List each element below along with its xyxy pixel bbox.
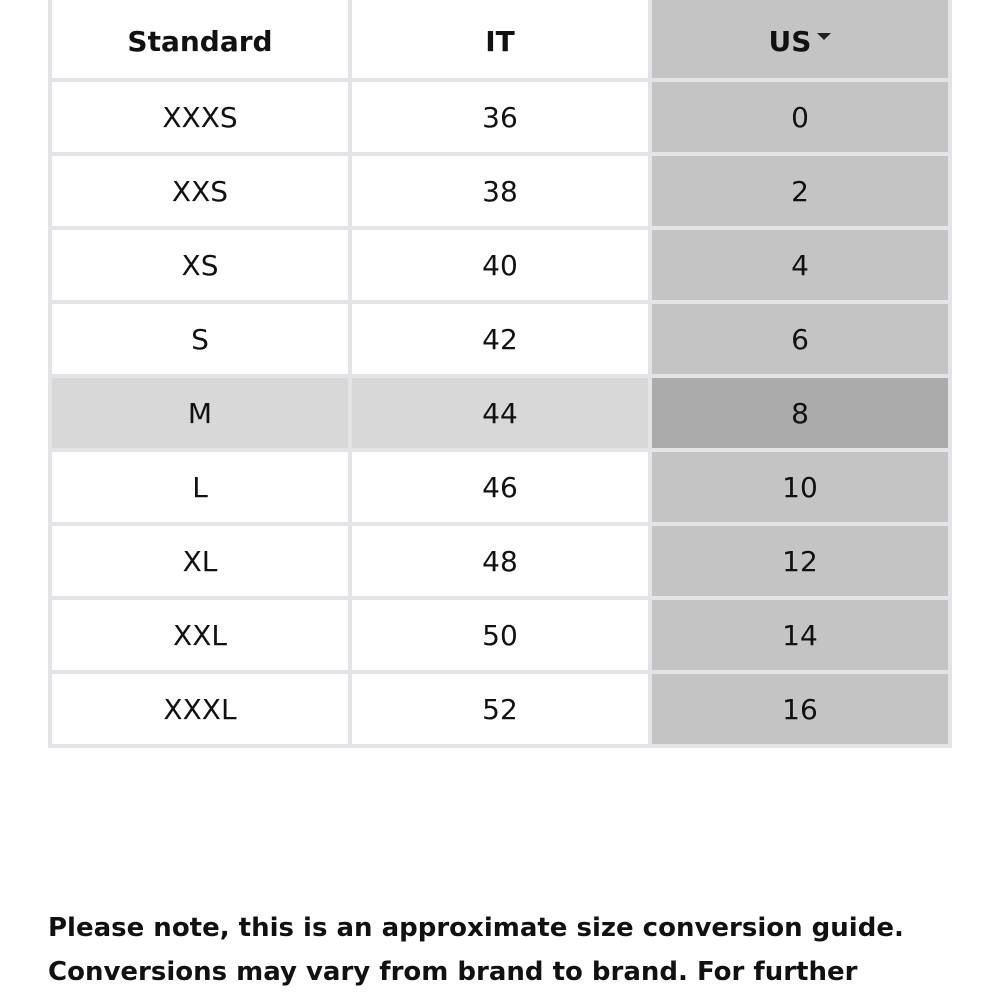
- cell-standard: M: [50, 376, 350, 450]
- table-row[interactable]: [50, 672, 950, 746]
- cell-standard: XXXL: [50, 672, 350, 746]
- cell-standard: XS: [50, 228, 350, 302]
- cell-standard: XXS: [50, 154, 350, 228]
- table-row[interactable]: [50, 80, 950, 154]
- table-body: [50, 80, 950, 746]
- size-conversion-table: [48, 0, 952, 748]
- cell-it: 44: [350, 376, 650, 450]
- cell-us: 8: [650, 376, 950, 450]
- column-header-us-label: US: [768, 24, 812, 58]
- cell-it: 52: [350, 672, 650, 746]
- table-header-row: [50, 0, 950, 80]
- cell-us: 10: [650, 450, 950, 524]
- cell-it: 46: [350, 450, 650, 524]
- size-guide-note: Please note, this is an approximate size conversion guide. Conversions may vary from brand to brand. For further: [48, 913, 904, 987]
- table-row[interactable]: [50, 376, 950, 450]
- cell-us: 4: [650, 228, 950, 302]
- cell-us: 16: [650, 672, 950, 746]
- cell-it: 50: [350, 598, 650, 672]
- cell-standard: S: [50, 302, 350, 376]
- table-row[interactable]: [50, 450, 950, 524]
- table-row[interactable]: [50, 154, 950, 228]
- table-row[interactable]: [50, 302, 950, 376]
- cell-us: 14: [650, 598, 950, 672]
- cell-standard: XL: [50, 524, 350, 598]
- cell-us: 2: [650, 154, 950, 228]
- cell-us: 6: [650, 302, 950, 376]
- cell-standard: L: [50, 450, 350, 524]
- cell-it: 38: [350, 154, 650, 228]
- caret-down-icon: [817, 33, 831, 40]
- table-row[interactable]: [50, 598, 950, 672]
- cell-it: 36: [350, 80, 650, 154]
- column-header-standard[interactable]: Standard: [50, 0, 350, 80]
- cell-us: 0: [650, 80, 950, 154]
- table-row[interactable]: [50, 228, 950, 302]
- cell-it: 40: [350, 228, 650, 302]
- cell-standard: XXXS: [50, 80, 350, 154]
- column-header-us[interactable]: [650, 0, 950, 80]
- cell-it: 42: [350, 302, 650, 376]
- table-row[interactable]: [50, 524, 950, 598]
- cell-us: 12: [650, 524, 950, 598]
- cell-standard: XXL: [50, 598, 350, 672]
- column-header-it[interactable]: IT: [350, 0, 650, 80]
- cell-it: 48: [350, 524, 650, 598]
